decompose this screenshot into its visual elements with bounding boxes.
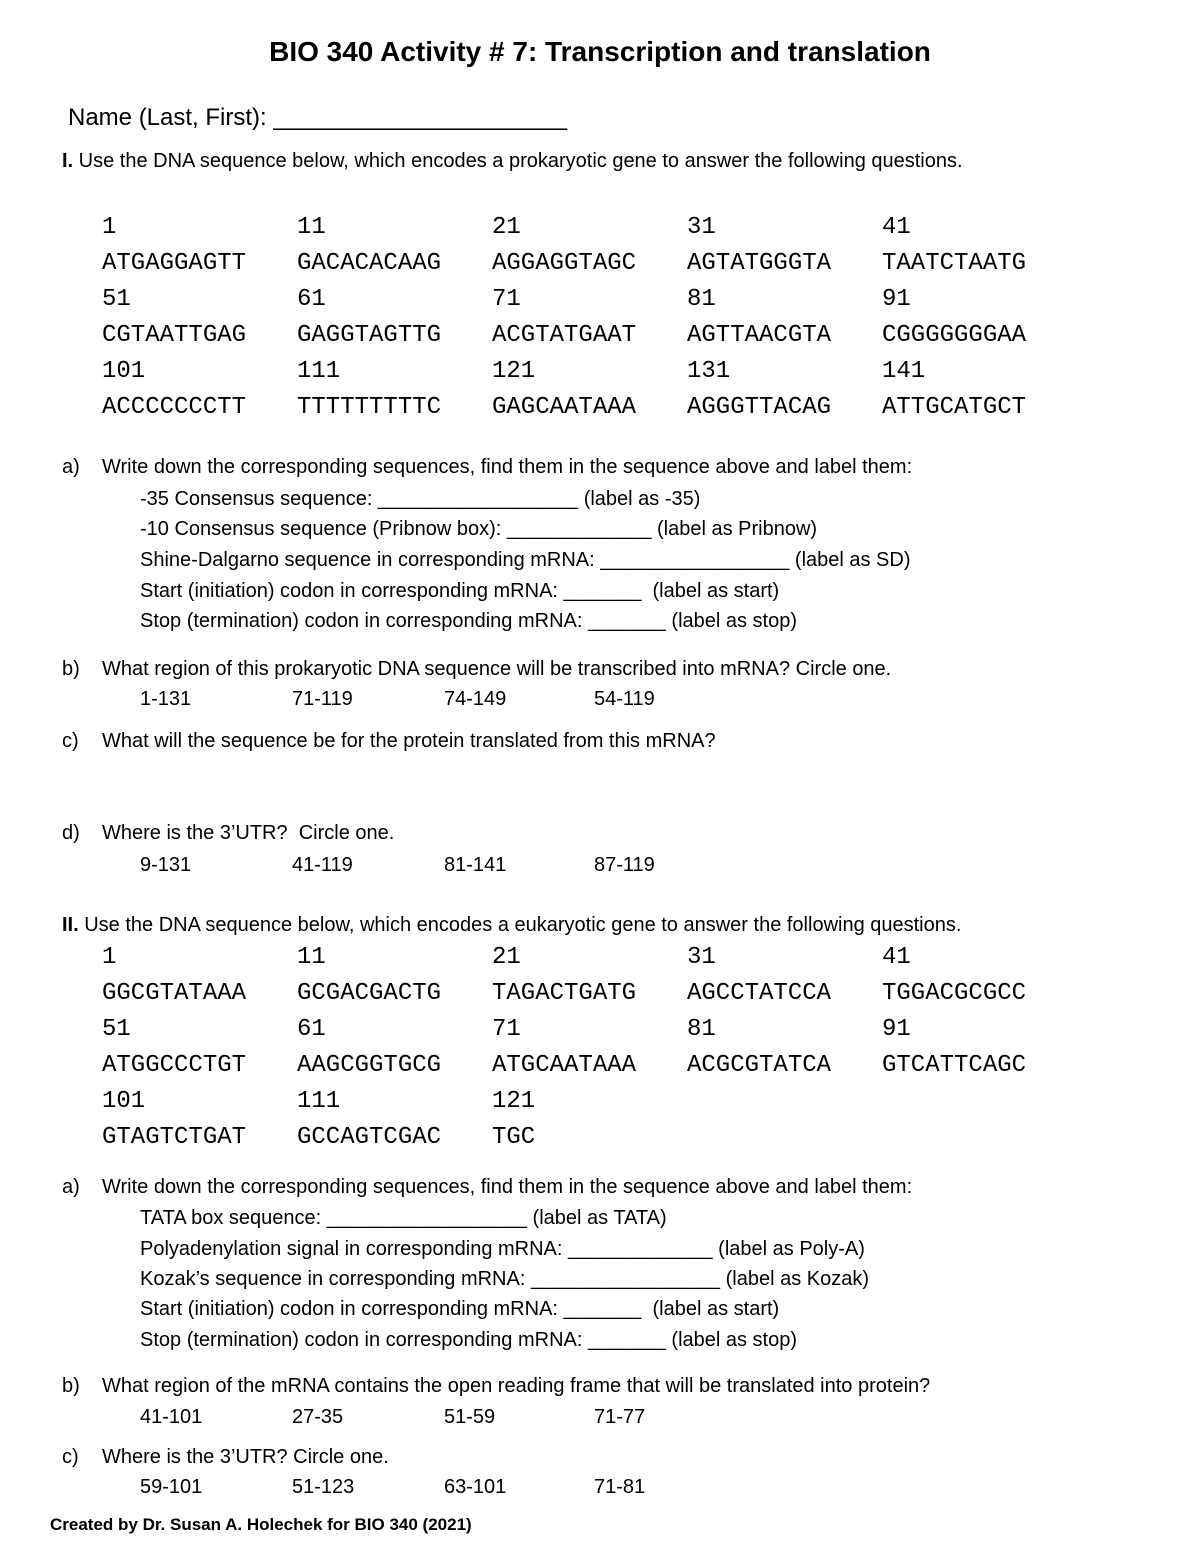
option[interactable]: 81-141	[444, 854, 507, 876]
q-label: b)	[62, 658, 80, 680]
name-line: Name (Last, First): ______________________	[68, 104, 568, 131]
part2-item: Polyadenylation signal in corresponding mRNA: _____________ (label as Poly-A)	[140, 1238, 865, 1260]
position-number: 51	[102, 1016, 131, 1043]
position-number: 31	[687, 944, 716, 971]
part2-item: Stop (termination) codon in corresponding mRNA: _______ (label as stop)	[140, 1329, 798, 1351]
position-number: 61	[297, 1016, 326, 1043]
sequence-block: TGGACGCGCC	[882, 980, 1027, 1007]
position-number: 81	[687, 1016, 716, 1043]
position-number: 41	[882, 214, 911, 241]
part1-item: -10 Consensus sequence (Pribnow box): _____________ (label as Pribnow)	[140, 518, 818, 540]
part2-intro	[62, 914, 961, 937]
q-label: b)	[62, 1375, 80, 1397]
option[interactable]: 41-119	[292, 854, 353, 876]
part2-question-a	[62, 1176, 912, 1199]
q-text: Where is the 3’UTR? Circle one.	[102, 1446, 389, 1468]
option[interactable]: 41-101	[140, 1406, 203, 1428]
sequence-block: AGTTAACGTA	[687, 322, 832, 349]
sequence-block: ACGTATGAAT	[492, 322, 637, 349]
part1-question-a	[62, 456, 912, 479]
option[interactable]: 71-77	[594, 1406, 646, 1428]
part1-question-b	[62, 658, 891, 681]
part2-roman: II.	[62, 914, 79, 936]
position-number: 61	[297, 286, 326, 313]
position-number: 101	[102, 1088, 146, 1115]
sequence-block: GTAGTCTGAT	[102, 1124, 247, 1151]
part1-intro	[62, 150, 963, 173]
option[interactable]: 74-149	[444, 688, 507, 710]
position-number: 71	[492, 286, 521, 313]
footer-credit: Created by Dr. Susan A. Holechek for BIO 340 (2021)	[50, 1515, 472, 1534]
q-text: Where is the 3’UTR? Circle one.	[102, 822, 395, 844]
sequence-block: GCCAGTCGAC	[297, 1124, 442, 1151]
sequence-block: GACACACAAG	[297, 250, 442, 277]
part1-item: Stop (termination) codon in corresponding mRNA: _______ (label as stop)	[140, 610, 798, 632]
option[interactable]: 51-123	[292, 1476, 355, 1498]
position-number: 91	[882, 1016, 911, 1043]
sequence-block: TAATCTAATG	[882, 250, 1027, 277]
position-number: 1	[102, 944, 117, 971]
sequence-block: GAGGTAGTTG	[297, 322, 442, 349]
page-title: BIO 340 Activity # 7: Transcription and translation	[269, 36, 931, 67]
q-text: Write down the corresponding sequences, find them in the sequence above and label them:	[102, 1176, 913, 1198]
q-text: What will the sequence be for the protein translated from this mRNA?	[102, 730, 716, 752]
part1-item: Shine-Dalgarno sequence in corresponding mRNA: _________________ (label as SD)	[140, 549, 911, 571]
position-number: 81	[687, 286, 716, 313]
sequence-block: GCGACGACTG	[297, 980, 442, 1007]
sequence-block: TTTTTTTTTC	[297, 394, 442, 421]
option[interactable]: 71-81	[594, 1476, 646, 1498]
position-number: 111	[297, 1088, 341, 1115]
sequence-block: AGCCTATCCA	[687, 980, 832, 1007]
sequence-block: GTCATTCAGC	[882, 1052, 1027, 1079]
sequence-block: ACGCGTATCA	[687, 1052, 832, 1079]
sequence-block: CGTAATTGAG	[102, 322, 247, 349]
sequence-block: TGC	[492, 1124, 536, 1151]
option[interactable]: 27-35	[292, 1406, 344, 1428]
q-label: d)	[62, 822, 80, 844]
sequence-block: ACCCCCCCTT	[102, 394, 247, 421]
sequence-block: GGCGTATAAA	[102, 980, 247, 1007]
part1-question-c	[62, 730, 716, 753]
position-number: 91	[882, 286, 911, 313]
part2-question-c	[62, 1446, 389, 1469]
part1-question-d	[62, 822, 394, 845]
part2-question-b	[62, 1375, 930, 1398]
position-number: 121	[492, 358, 536, 385]
option[interactable]: 54-119	[594, 688, 655, 710]
position-number: 121	[492, 1088, 536, 1115]
q-label: c)	[62, 1446, 79, 1468]
option[interactable]: 71-119	[292, 688, 353, 710]
position-number: 111	[297, 358, 341, 385]
option[interactable]: 63-101	[444, 1476, 507, 1498]
q-label: a)	[62, 456, 80, 478]
part2-intro-text: Use the DNA sequence below, which encodes a eukaryotic gene to answer the following questions.	[78, 914, 962, 936]
sequence-block: AGGGTTACAG	[687, 394, 832, 421]
position-number: 31	[687, 214, 716, 241]
option[interactable]: 1-131	[140, 688, 192, 710]
part2-item: Kozak’s sequence in corresponding mRNA: _________________ (label as Kozak)	[140, 1268, 869, 1290]
q-label: a)	[62, 1176, 80, 1198]
sequence-block: CGGGGGGGAA	[882, 322, 1027, 349]
q-text: Write down the corresponding sequences, find them in the sequence above and label them:	[102, 456, 913, 478]
sequence-block: AGTATGGGTA	[687, 250, 832, 277]
position-number: 141	[882, 358, 926, 385]
position-number: 11	[297, 944, 326, 971]
sequence-block: ATGGCCCTGT	[102, 1052, 247, 1079]
sequence-block: ATGCAATAAA	[492, 1052, 637, 1079]
position-number: 41	[882, 944, 911, 971]
position-number: 11	[297, 214, 326, 241]
option[interactable]: 59-101	[140, 1476, 203, 1498]
option[interactable]: 87-119	[594, 854, 655, 876]
sequence-block: ATGAGGAGTT	[102, 250, 247, 277]
position-number: 21	[492, 944, 521, 971]
sequence-block: AAGCGGTGCG	[297, 1052, 442, 1079]
position-number: 1	[102, 214, 117, 241]
sequence-block: GAGCAATAAA	[492, 394, 637, 421]
option[interactable]: 9-131	[140, 854, 192, 876]
part1-roman: I.	[62, 150, 74, 172]
part1-intro-text: Use the DNA sequence below, which encodes a prokaryotic gene to answer the following questions.	[73, 150, 963, 172]
position-number: 101	[102, 358, 146, 385]
position-number: 131	[687, 358, 731, 385]
q-label: c)	[62, 730, 79, 752]
part2-item: TATA box sequence: __________________ (label as TATA)	[140, 1207, 667, 1229]
q-text: What region of the mRNA contains the open reading frame that will be translated into protein?	[102, 1375, 931, 1397]
sequence-block: ATTGCATGCT	[882, 394, 1027, 421]
part1-item: -35 Consensus sequence: __________________ (label as -35)	[140, 488, 701, 510]
position-number: 21	[492, 214, 521, 241]
part1-item: Start (initiation) codon in corresponding mRNA: _______ (label as start)	[140, 580, 780, 602]
position-number: 51	[102, 286, 131, 313]
position-number: 71	[492, 1016, 521, 1043]
sequence-block: TAGACTGATG	[492, 980, 637, 1007]
option[interactable]: 51-59	[444, 1406, 496, 1428]
q-text: What region of this prokaryotic DNA sequence will be transcribed into mRNA? Circle one.	[102, 658, 892, 680]
part2-item: Start (initiation) codon in corresponding mRNA: _______ (label as start)	[140, 1298, 780, 1320]
sequence-block: AGGAGGTAGC	[492, 250, 637, 277]
